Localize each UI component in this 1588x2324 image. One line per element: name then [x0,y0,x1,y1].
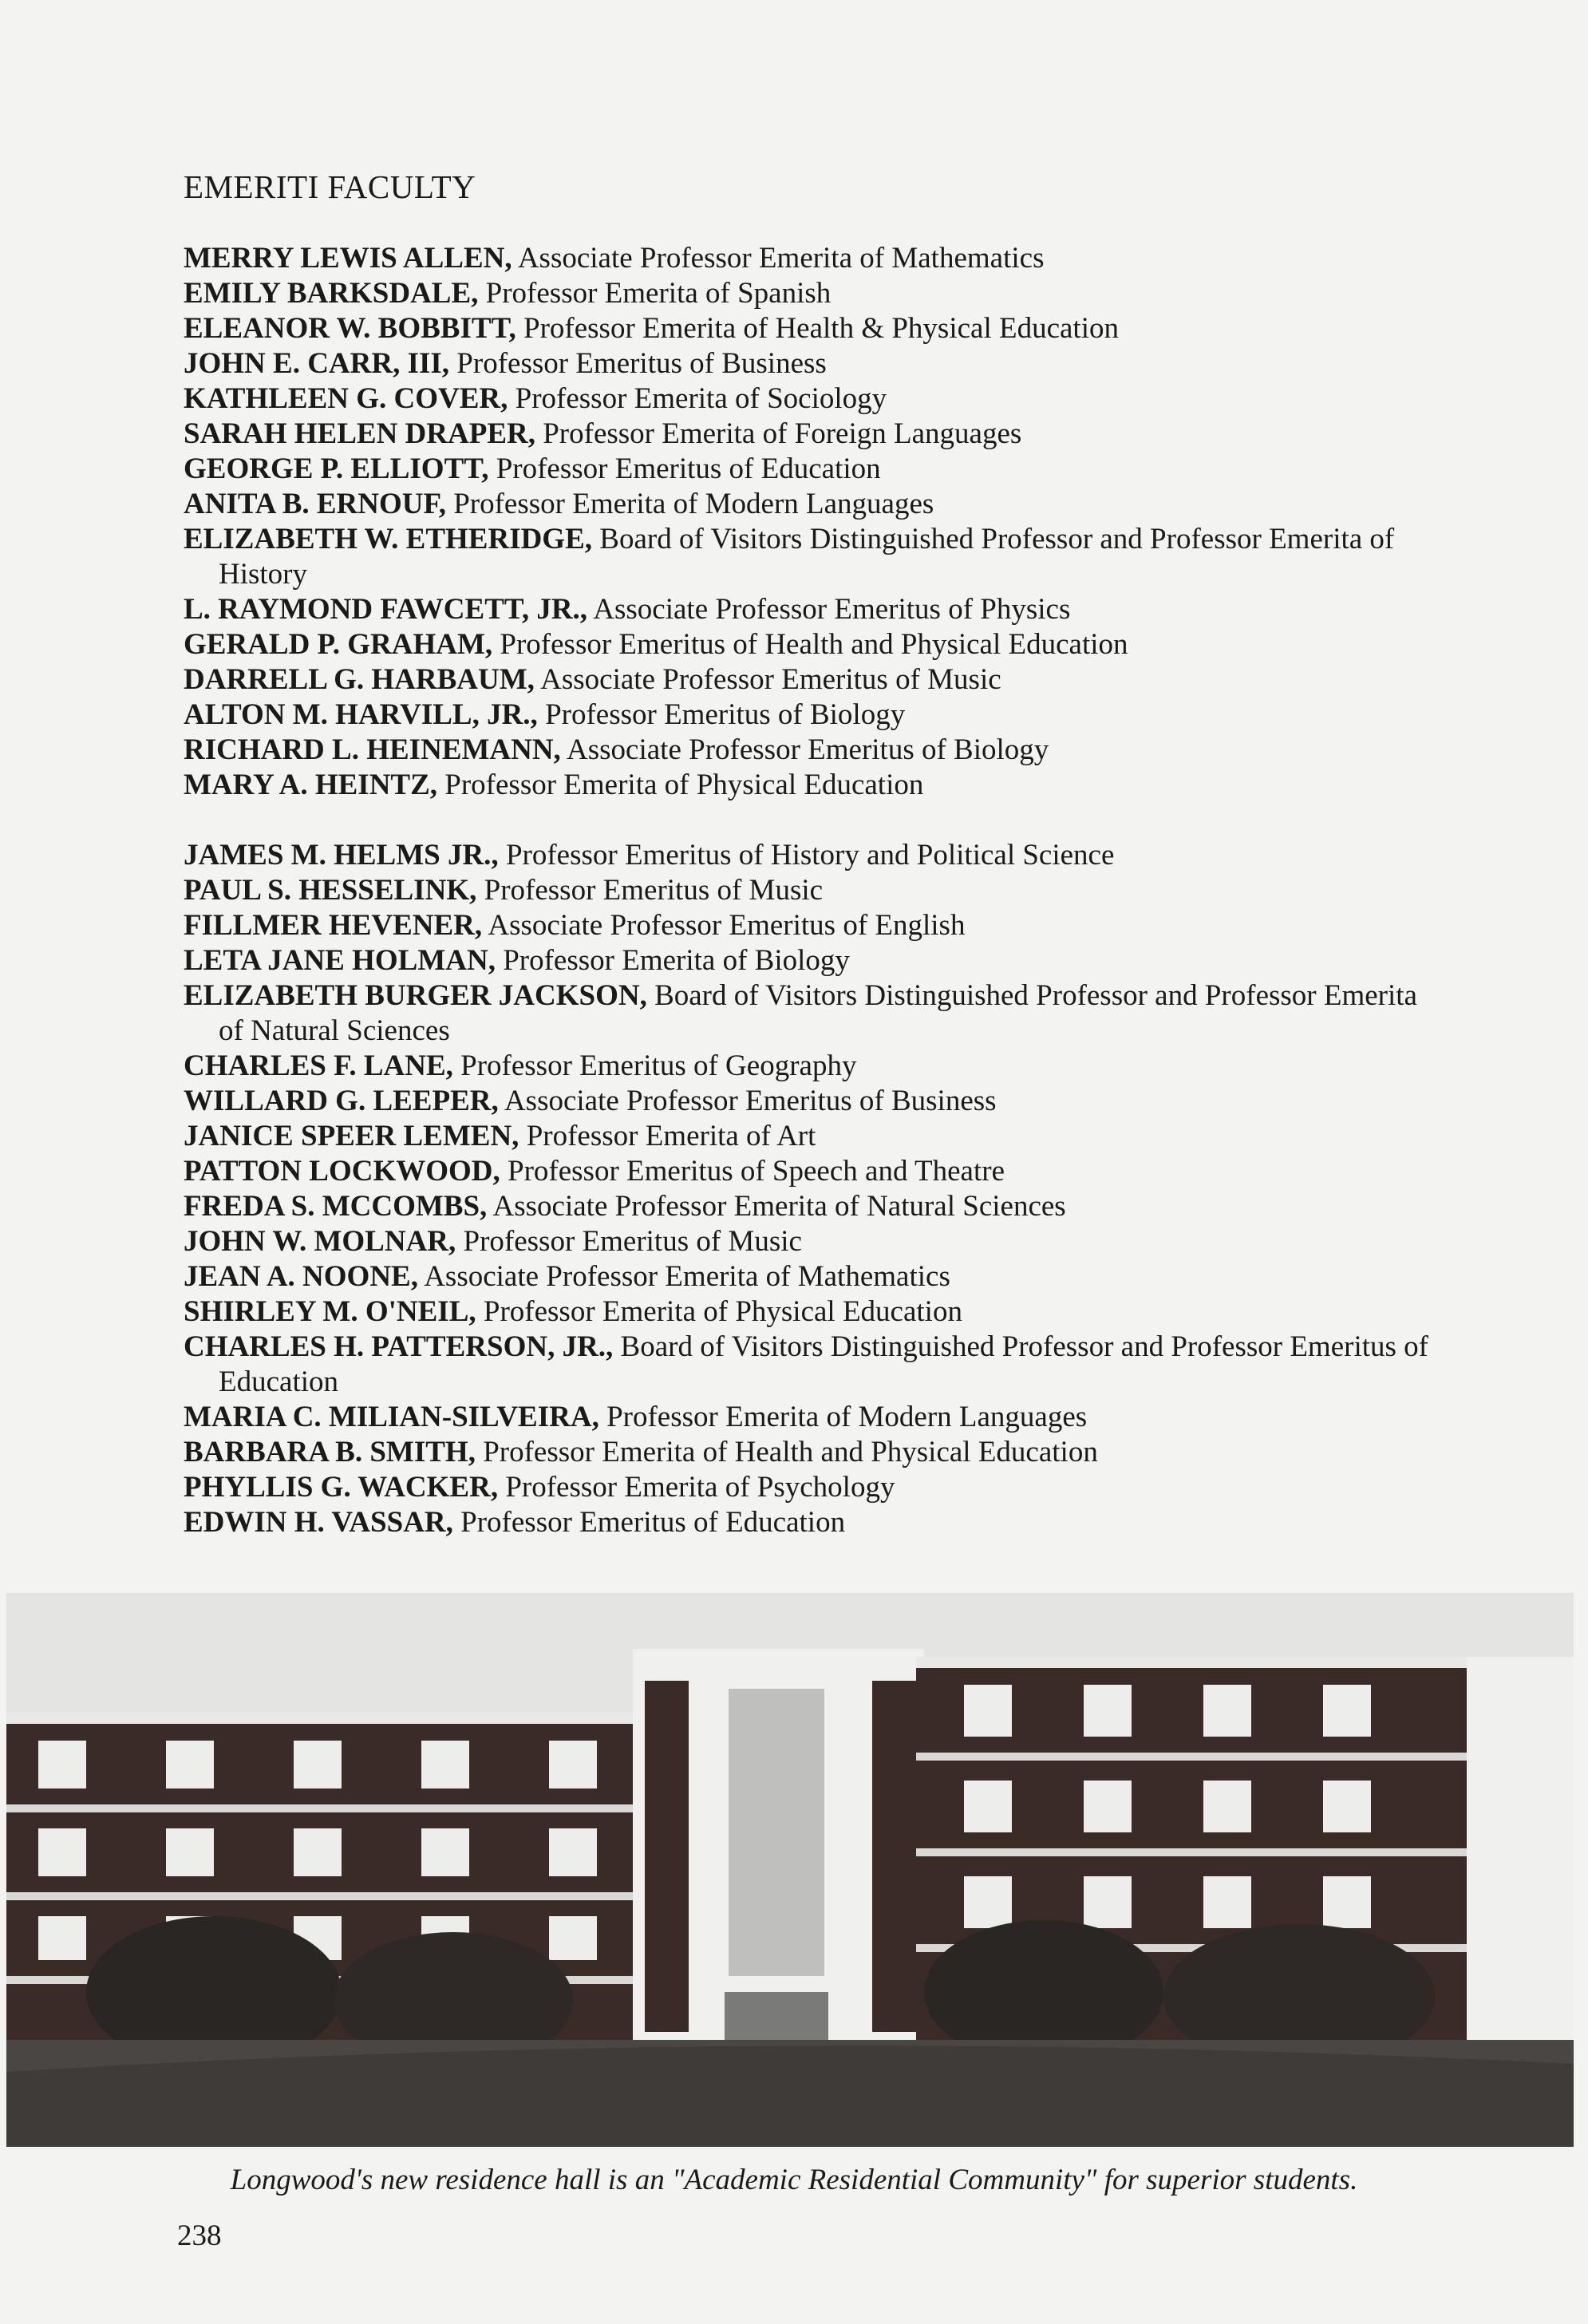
faculty-name: SARAH HELEN DRAPER, [184,417,535,450]
faculty-name: ANITA B. ERNOUF, [184,488,446,520]
residence-hall-photo [6,1593,1574,2147]
faculty-title: Professor Emeritus of Biology [545,698,906,731]
window [1084,1781,1132,1832]
faculty-entry [184,276,1428,311]
faculty-title: Associate Professor Emeritus of Physics [593,593,1071,626]
faculty-name: PATTON LOCKWOOD, [184,1155,500,1188]
window [421,1828,469,1876]
floor-band [6,1804,645,1812]
faculty-entry [184,311,1428,346]
faculty-entry [184,487,1428,522]
faculty-entry [184,1154,1428,1189]
faculty-title: Associate Professor Emeritus of Biology [567,733,1049,766]
faculty-title: Professor Emeritus of History and Political Science [505,839,1115,872]
lawn-slope [6,2045,1574,2147]
faculty-name: ELIZABETH BURGER JACKSON, [184,979,647,1012]
faculty-title: Professor Emeritus of Education [460,1506,846,1539]
pavilion-column [645,1681,689,2032]
window [1323,1685,1371,1737]
faculty-title: Professor Emerita of Foreign Languages [543,417,1022,450]
faculty-title: Professor Emeritus of Music [484,874,824,907]
faculty-title: Professor Emerita of Modern Languages [453,488,934,520]
faculty-name: EMILY BARKSDALE, [184,277,479,310]
faculty-entry [184,1470,1428,1505]
faculty-entry [184,627,1428,662]
faculty-title: Associate Professor Emeritus of Business [504,1085,997,1117]
faculty-title: Professor Emerita of Art [526,1120,816,1152]
window [1203,1781,1251,1832]
faculty-title: Professor Emerita of Physical Education [483,1295,962,1328]
faculty-title: Professor Emeritus of Education [496,453,881,485]
faculty-name: MERRY LEWIS ALLEN, [184,242,512,275]
faculty-title: Professor Emeritus of Speech and Theatre [508,1155,1005,1188]
window [549,1916,597,1960]
faculty-entry [184,1330,1428,1400]
faculty-name: RICHARD L. HEINEMANN, [184,733,561,766]
faculty-entry [184,662,1428,698]
faculty-entry [184,1259,1428,1294]
faculty-name: MARIA C. MILIAN-SILVEIRA, [184,1401,599,1433]
faculty-name: KATHLEEN G. COVER, [184,382,508,415]
pavilion-column [872,1681,916,2032]
faculty-title: Associate Professor Emerita of Mathematics [424,1260,950,1293]
faculty-title: Board of Visitors Distinguished Professor and Professor Emerita of History [219,523,1395,591]
faculty-entry [184,241,1428,276]
faculty-name: CHARLES H. PATTERSON, JR., [184,1330,614,1363]
faculty-title: Professor Emerita of Spanish [485,277,832,310]
floor-band [6,1892,645,1900]
faculty-entry [184,768,1428,803]
faculty-entry [184,417,1428,452]
faculty-title: Associate Professor Emerita of Natural Sciences [492,1190,1066,1223]
window [38,1828,86,1876]
faculty-title: Associate Professor Emeritus of English [488,909,966,942]
faculty-name: WILLARD G. LEEPER, [184,1085,499,1117]
faculty-title: Board of Visitors Distinguished Professor and Professor Emeritus of Education [219,1330,1428,1398]
faculty-entry [184,452,1428,487]
faculty-entry [184,1400,1428,1435]
faculty-name: FREDA S. MCCOMBS, [184,1190,488,1223]
faculty-name: ELEANOR W. BOBBITT, [184,312,516,345]
faculty-name: FILLMER HEVENER, [184,909,483,942]
faculty-entry [184,381,1428,417]
faculty-entry [184,1224,1428,1259]
photo-caption: Longwood's new residence hall is an "Academic Residential Community" for superior students. [230,2164,1358,2196]
faculty-name: JEAN A. NOONE, [184,1260,418,1293]
faculty-entry [184,698,1428,733]
right-end-block [1467,1657,1574,2040]
faculty-entry [184,522,1428,592]
faculty-entry [184,1189,1428,1224]
faculty-name: ALTON M. HARVILL, JR., [184,698,538,731]
faculty-name: JOHN W. MOLNAR, [184,1225,456,1258]
faculty-name: BARBARA B. SMITH, [184,1436,476,1468]
faculty-name: JOHN E. CARR, III, [184,347,450,380]
faculty-title: Professor Emeritus of Business [456,347,827,380]
faculty-title: Professor Emerita of Physical Education [444,769,924,801]
faculty-entry [184,978,1428,1049]
stairwell-glass [729,1689,824,1976]
faculty-entry [184,592,1428,627]
window [38,1916,86,1960]
faculty-title: Professor Emerita of Modern Languages [606,1401,1088,1433]
window [964,1685,1012,1737]
window [1323,1876,1371,1928]
faculty-name: GERALD P. GRAHAM, [184,628,493,661]
faculty-entry [184,908,1428,943]
faculty-entry [184,1435,1428,1470]
faculty-name: LETA JANE HOLMAN, [184,944,496,977]
window [964,1876,1012,1928]
faculty-name: EDWIN H. VASSAR, [184,1506,453,1539]
faculty-title: Professor Emerita of Health and Physical Education [483,1436,1098,1468]
faculty-entry [184,873,1428,908]
window [294,1828,342,1876]
faculty-entry [184,733,1428,768]
faculty-name: CHARLES F. LANE, [184,1049,453,1082]
faculty-title: Professor Emerita of Biology [503,944,850,977]
faculty-title: Professor Emerita of Health & Physical Education [523,312,1119,345]
faculty-title: Associate Professor Emerita of Mathematics [517,242,1045,275]
faculty-name: JANICE SPEER LEMEN, [184,1120,519,1152]
window [294,1741,342,1788]
window [1323,1781,1371,1832]
faculty-title: Associate Professor Emeritus of Music [540,663,1001,696]
entrance-door [725,1992,828,2048]
faculty-name: DARRELL G. HARBAUM, [184,663,535,696]
faculty-entry [184,1084,1428,1119]
faculty-title: Board of Visitors Distinguished Professor and Professor Emerita of Natural Sciences [219,979,1417,1047]
faculty-title: Professor Emeritus of Music [463,1225,802,1258]
page-number: 238 [177,2219,222,2252]
faculty-entry [184,1049,1428,1084]
faculty-name: PHYLLIS G. WACKER, [184,1471,499,1504]
faculty-name: ELIZABETH W. ETHERIDGE, [184,523,593,555]
faculty-entry [184,838,1428,873]
faculty-entry [184,1294,1428,1330]
window [38,1741,86,1788]
faculty-name: MARY A. HEINTZ, [184,769,438,801]
window [166,1741,214,1788]
window [1203,1685,1251,1737]
window [549,1828,597,1876]
faculty-name: PAUL S. HESSELINK, [184,874,477,907]
faculty-title: Professor Emeritus of Health and Physical Education [500,628,1128,661]
faculty-title: Professor Emerita of Psychology [505,1471,895,1504]
faculty-name: JAMES M. HELMS JR., [184,839,499,872]
window [166,1828,214,1876]
faculty-name: L. RAYMOND FAWCETT, JR., [184,593,588,626]
floor-band [916,1848,1475,1856]
window [1084,1876,1132,1928]
faculty-entry [184,1505,1428,1540]
faculty-entry [184,943,1428,978]
window [1084,1685,1132,1737]
window [549,1741,597,1788]
roof-trim [916,1657,1475,1668]
faculty-entry [184,1119,1428,1154]
list-spacer [184,803,1428,838]
faculty-entry [184,346,1428,381]
page-title: EMERITI FACULTY [184,168,476,205]
roof-trim [6,1713,645,1724]
faculty-name: GEORGE P. ELLIOTT, [184,453,489,485]
faculty-list [184,241,1428,1540]
faculty-title: Professor Emerita of Sociology [515,382,887,415]
faculty-name: SHIRLEY M. O'NEIL, [184,1295,476,1328]
window [1203,1876,1251,1928]
floor-band [916,1753,1475,1761]
window [964,1781,1012,1832]
faculty-title: Professor Emeritus of Geography [460,1049,857,1082]
window [421,1741,469,1788]
residence-hall-illustration [6,1593,1574,2147]
